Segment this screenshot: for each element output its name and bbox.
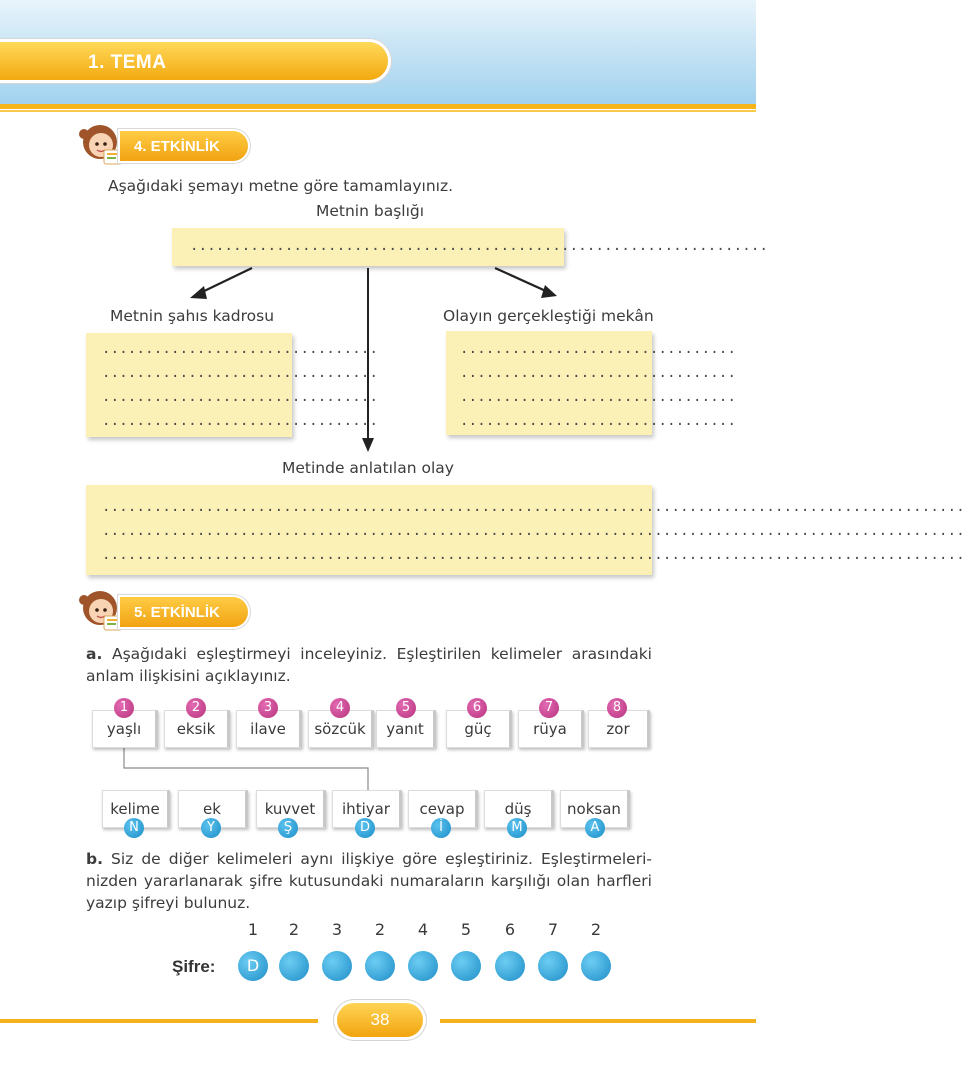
part-b-text-line1: Siz de diğer kelimeleri aynı ilişkiye göre eşleştiriniz. Eşleştirmeleri- [111, 850, 652, 868]
cipher-number: 3 [331, 920, 343, 939]
bottom-word: cevap [419, 800, 465, 818]
cipher-number: 4 [417, 920, 429, 939]
activity-4-instruction: Aşağıdaki şemayı metne göre tamamlayınız. [108, 177, 454, 195]
number-pin: 7 [539, 698, 559, 718]
cast-dots-line: ................................ [102, 389, 379, 405]
number-pin: 3 [258, 698, 278, 718]
number-pin: 4 [330, 698, 350, 718]
letter-pin: A [585, 818, 605, 838]
theme-title: 1. TEMA [88, 52, 167, 73]
cipher-number: 2 [374, 920, 386, 939]
footer-line-right [440, 1019, 756, 1023]
cipher-letter-slot[interactable]: D [238, 951, 268, 981]
event-dots-line: .................................................................................................... [102, 523, 965, 539]
cipher-number: 6 [504, 920, 516, 939]
bottom-word: ihtiyar [342, 800, 390, 818]
cipher-letter-slot[interactable] [279, 951, 309, 981]
bottom-word: ek [203, 800, 221, 818]
cipher-number: 2 [288, 920, 300, 939]
cipher-label: Şifre: [172, 957, 216, 976]
letter-pin: D [355, 818, 375, 838]
top-word: yaşlı [106, 720, 142, 738]
place-label: Olayın gerçekleştiği mekân [443, 307, 654, 325]
part-b-marker: b. [86, 850, 103, 868]
title-dots: ................................................................... [190, 238, 769, 254]
bottom-word: noksan [567, 800, 621, 818]
place-dots-line: ................................ [460, 413, 737, 429]
event-label: Metinde anlatılan olay [282, 459, 454, 477]
number-pin: 1 [114, 698, 134, 718]
cast-dots-line: ................................ [102, 413, 379, 429]
cipher-number: 1 [247, 920, 259, 939]
footer-line-left [0, 1019, 318, 1023]
event-dots-line: .................................................................................................... [102, 547, 965, 563]
letter-pin: Y [201, 818, 221, 838]
cipher-letter-slot[interactable] [495, 951, 525, 981]
cipher-number: 7 [547, 920, 559, 939]
bottom-word: düş [504, 800, 532, 818]
title-label: Metnin başlığı [316, 202, 425, 220]
place-dots-line: ................................ [460, 365, 737, 381]
top-word: rüya [533, 720, 567, 738]
top-word: güç [464, 720, 492, 738]
number-pin: 2 [186, 698, 206, 718]
part-a-text-line1: Aşağıdaki eşleştirmeyi inceleyiniz. Eşleştirilen kelimeler arasındaki [111, 645, 652, 663]
top-word: sözcük [314, 720, 366, 738]
place-dots-line: ................................ [460, 341, 737, 357]
part-a-marker: a. [86, 645, 103, 663]
cipher-letter-slot[interactable] [365, 951, 395, 981]
letter-pin: N [124, 818, 144, 838]
top-word: yanıt [386, 720, 424, 738]
cast-label: Metnin şahıs kadrosu [110, 307, 275, 325]
cipher-number: 5 [460, 920, 472, 939]
part-b-text-line2: nizden yararlanarak şifre kutusundaki numaraların karşılığı olan harfleri [86, 872, 652, 890]
cipher-letter-slot[interactable] [322, 951, 352, 981]
place-dots-line: ................................ [460, 389, 737, 405]
cipher-letter-slot[interactable] [451, 951, 481, 981]
number-pin: 6 [467, 698, 487, 718]
cipher-number: 2 [590, 920, 602, 939]
number-pin: 5 [396, 698, 416, 718]
bottom-word: kelime [110, 800, 160, 818]
page-number: 38 [370, 1010, 390, 1029]
letter-pin: İ [431, 818, 451, 838]
letter-pin: Ş [278, 818, 298, 838]
bottom-word: kuvvet [264, 800, 316, 818]
activity-5-label: 5. ETKİNLİK [134, 604, 220, 621]
cipher-letter-slot[interactable] [581, 951, 611, 981]
number-pin: 8 [607, 698, 627, 718]
part-b-text-line3: yazıp şifreyi bulunuz. [86, 894, 251, 912]
event-dots-line: .................................................................................................... [102, 499, 965, 515]
cipher-letter-slot[interactable] [538, 951, 568, 981]
part-a-text-line2: anlam ilişkisini açıklayınız. [86, 667, 291, 685]
top-word: eksik [176, 720, 216, 738]
activity-4-label: 4. ETKİNLİK [134, 138, 220, 155]
part-b-paragraph [86, 850, 652, 868]
cipher-letter-slot[interactable] [408, 951, 438, 981]
cast-dots-line: ................................ [102, 341, 379, 357]
top-word: zor [606, 720, 630, 738]
cast-dots-line: ................................ [102, 365, 379, 381]
letter-pin: M [507, 818, 527, 838]
top-word: ilave [250, 720, 286, 738]
